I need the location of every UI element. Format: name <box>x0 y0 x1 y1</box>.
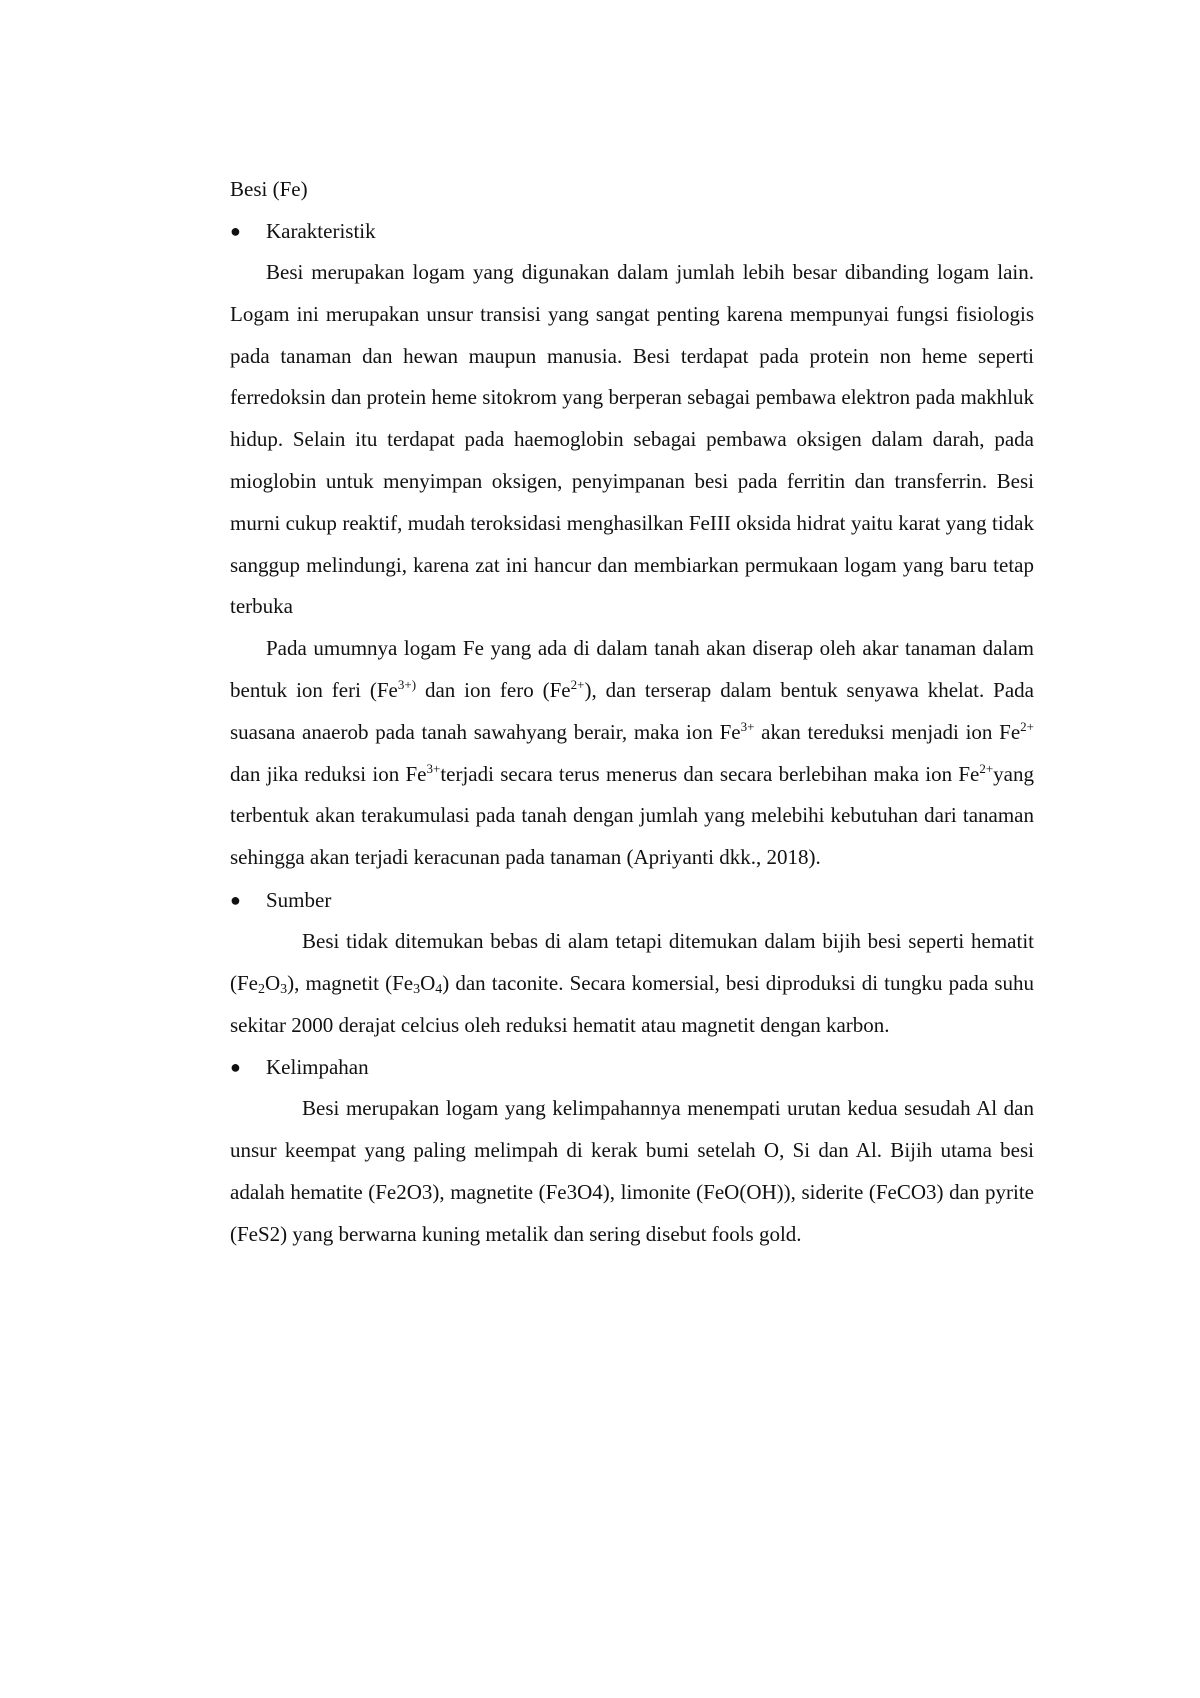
text-run: dan ion fero (Fe <box>416 677 571 702</box>
paragraph-kelimpahan: Besi merupakan logam yang kelimpahannya menempati urutan kedua sesudah Al dan unsur keempat yang paling melimpah di kerak bumi setelah O, Si dan Al. Bijih utama besi adalah hematite (Fe2O3), magnetite (Fe3O4), limonite (FeO(OH)), siderite (FeCO3) dan pyrite (FeS2) yang berwarna kuning metalik dan sering disebut fools gold. <box>230 1096 1034 1246</box>
subscript-index: 3 <box>413 981 421 997</box>
section-heading-karakteristik <box>230 210 1034 252</box>
section-heading-label: Kelimpahan <box>266 1055 369 1080</box>
text-run: yang terbentuk akan terakumulasi pada tanah dengan jumlah yang melebihi kebutuhan dari tanaman sehingga akan terjadi keracunan pada tanaman (Apriyanti dkk., 2018). <box>230 761 1034 870</box>
section-heading-label: Karakteristik <box>266 219 376 243</box>
text-run: Pada umumnya logam Fe yang ada di dalam tanah akan diserap oleh akar tanaman dalam bentuk ion feri (Fe <box>230 636 1034 702</box>
bullet-icon: ● <box>230 221 241 241</box>
text-run: akan tereduksi menjadi ion Fe <box>754 719 1021 744</box>
paragraph-karakteristik-2 <box>230 628 1034 879</box>
paragraph-karakteristik-1: Besi merupakan logam yang digunakan dalam jumlah lebih besar dibanding logam lain. Logam ini merupakan unsur transisi yang sangat penting karena mempunyai fungsi fisiologis pada tanaman dan hewan maupun manusia. Besi terdapat pada protein non heme seperti ferredoksin dan protein heme sitokrom yang berperan sebagai pembawa elektron pada makhluk hidup. Selain itu terdapat pada haemoglobin sebagai pembawa oksigen dalam darah, pada mioglobin untuk menyimpan oksigen, penyimpanan besi pada ferritin dan transferrin. Besi murni cukup reaktif, mudah teroksidasi menghasilkan FeIII oksida hidrat yaitu karat yang tidak sanggup melindungi, karena zat ini hancur dan membiarkan permukaan logam yang baru tetap terbuka <box>230 260 1034 619</box>
superscript-charge: 3+ <box>740 718 755 734</box>
superscript-charge: 3+) <box>397 676 417 692</box>
text-run: ), dan terserap dalam bentuk senyawa khelat. Pada suasana anaerob pada tanah sawahyang berair, maka ion Fe <box>230 677 1034 744</box>
text-run: O <box>265 970 281 995</box>
text-run: terjadi secara terus menerus dan secara berlebihan maka ion Fe <box>440 761 980 786</box>
bullet-icon: ● <box>230 1057 241 1078</box>
section-heading-label: Sumber <box>266 887 332 912</box>
text-run: O <box>420 970 436 995</box>
text-run: Besi tidak ditemukan bebas di alam tetapi ditemukan dalam bijih besi seperti hematit (Fe <box>230 928 1034 995</box>
text-run: ) dan taconite. Secara komersial, besi diproduksi di tungku pada suhu sekitar 2000 derajat celcius oleh reduksi hematit atau magnetit dengan karbon. <box>230 970 1034 1037</box>
superscript-charge: 2+ <box>1020 718 1034 734</box>
section-heading-kelimpahan <box>230 1046 1034 1088</box>
bullet-icon: ● <box>230 889 241 910</box>
text-run: dan jika reduksi ion Fe <box>230 761 427 786</box>
paragraph-sumber <box>230 921 1034 1046</box>
superscript-charge: 2+ <box>570 676 585 692</box>
superscript-charge: 3+ <box>426 760 441 776</box>
section-heading-sumber <box>230 879 1034 921</box>
document-title: Besi (Fe) <box>230 177 308 201</box>
superscript-charge: 2+ <box>979 760 994 776</box>
subscript-index: 4 <box>435 981 443 997</box>
document-page <box>230 168 1034 1256</box>
text-run: ), magnetit (Fe <box>287 970 414 995</box>
subscript-index: 3 <box>280 981 288 997</box>
subscript-index: 2 <box>258 981 265 997</box>
